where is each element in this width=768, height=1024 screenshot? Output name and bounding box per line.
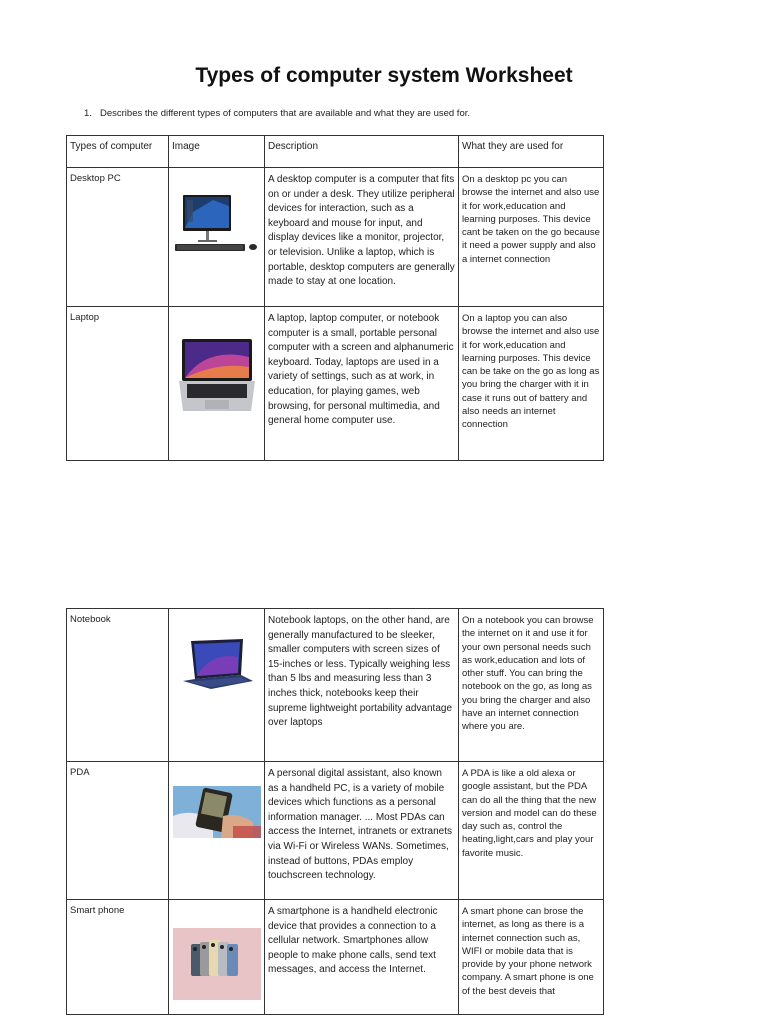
header-image: Image	[169, 136, 265, 168]
row-description: A laptop, laptop computer, or notebook computer is a small, portable personal computer with a screen and alphanumeric keyboard. Today, laptops are used in a variety of settings, such as at work, in education, for playing games, web browsing, for personal multimedia, and general home computer use.	[265, 307, 459, 461]
question-1	[84, 108, 470, 119]
smartphone-image	[173, 928, 261, 1000]
table-header-row	[67, 136, 604, 168]
table-row	[67, 762, 604, 900]
header-type: Types of computer	[67, 136, 169, 168]
row-use: A smart phone can brose the internet, as long as there is a internet connection such as, WIFI or mobile data that is provide by your phone network company. A smart phone is one of the best deveis that	[459, 900, 604, 1015]
row-image-cell	[169, 762, 265, 900]
table-row	[67, 900, 604, 1015]
row-use: On a notebook you can browse the internet on it and use it for your own personal needs such as work,education and lots of other stuff. You can bring the notebook on the go, as long as you bring the charger and also have an internet connection where you are.	[459, 609, 604, 762]
row-image-cell	[169, 900, 265, 1015]
row-image-cell	[169, 168, 265, 307]
laptop-image	[177, 337, 257, 413]
question-text: Describes the different types of computers that are available and what they are used for.	[100, 108, 471, 119]
row-type: Laptop	[67, 307, 169, 461]
worksheet-title: Types of computer system Worksheet	[195, 64, 573, 87]
row-use: On a desktop pc you can browse the internet and also use it for work,education and learning purposes. This device cant be taken on the go because it need a power supply and also a internet connection	[459, 168, 604, 307]
row-description: A personal digital assistant, also known as a handheld PC, is a variety of mobile devices which functions as a personal information manager. ... Most PDAs can access the Internet, intranets or extranets via Wi-Fi or Wireless WANs. Sometimes, instead of buttons, PDAs employ touchscreen technology.	[265, 762, 459, 900]
row-description: Notebook laptops, on the other hand, are generally manufactured to be sleeker, smaller computers with screen sizes of 15-inches or less. Typically weighing less than 5 lbs and measuring less than 3 inches thick, notebooks keep their supreme lightweight portability advantage over laptops	[265, 609, 459, 762]
row-type: PDA	[67, 762, 169, 900]
notebook-image	[181, 637, 255, 693]
row-type: Desktop PC	[67, 168, 169, 307]
row-use: On a laptop you can also browse the internet and also use it for work,education and learning purposes. This device can be take on the go as long as you bring the charger with it in case it runs out of battery and also needs an internet connection	[459, 307, 604, 461]
worksheet-table-1	[66, 135, 604, 461]
row-use: A PDA is like a old alexa or google assistant, but the PDA can do all the thing that the new version and model can do these day such as, control the heating,light,cars and play your favorite music.	[459, 762, 604, 900]
row-image-cell	[169, 609, 265, 762]
table-row	[67, 168, 604, 307]
header-description: Description	[265, 136, 459, 168]
desktop-pc-image	[173, 192, 261, 258]
pda-image	[173, 786, 261, 838]
worksheet-table-2	[66, 608, 604, 1015]
question-number: 1.	[84, 108, 92, 119]
row-description: A desktop computer is a computer that fits on or under a desk. They utilize peripheral devices for interaction, such as a keyboard and mouse for input, and display devices like a monitor, projector, or television. Unlike a laptop, which is portable, desktop computers are generally made to stay at one location.	[265, 168, 459, 307]
row-type: Notebook	[67, 609, 169, 762]
row-description: A smartphone is a handheld electronic device that provides a connection to a cellular network. Smartphones allow people to make phone calls, send text messages, and access the Internet.	[265, 900, 459, 1015]
table-row	[67, 307, 604, 461]
header-use: What they are used for	[459, 136, 604, 168]
row-type: Smart phone	[67, 900, 169, 1015]
row-image-cell	[169, 307, 265, 461]
table-row	[67, 609, 604, 762]
